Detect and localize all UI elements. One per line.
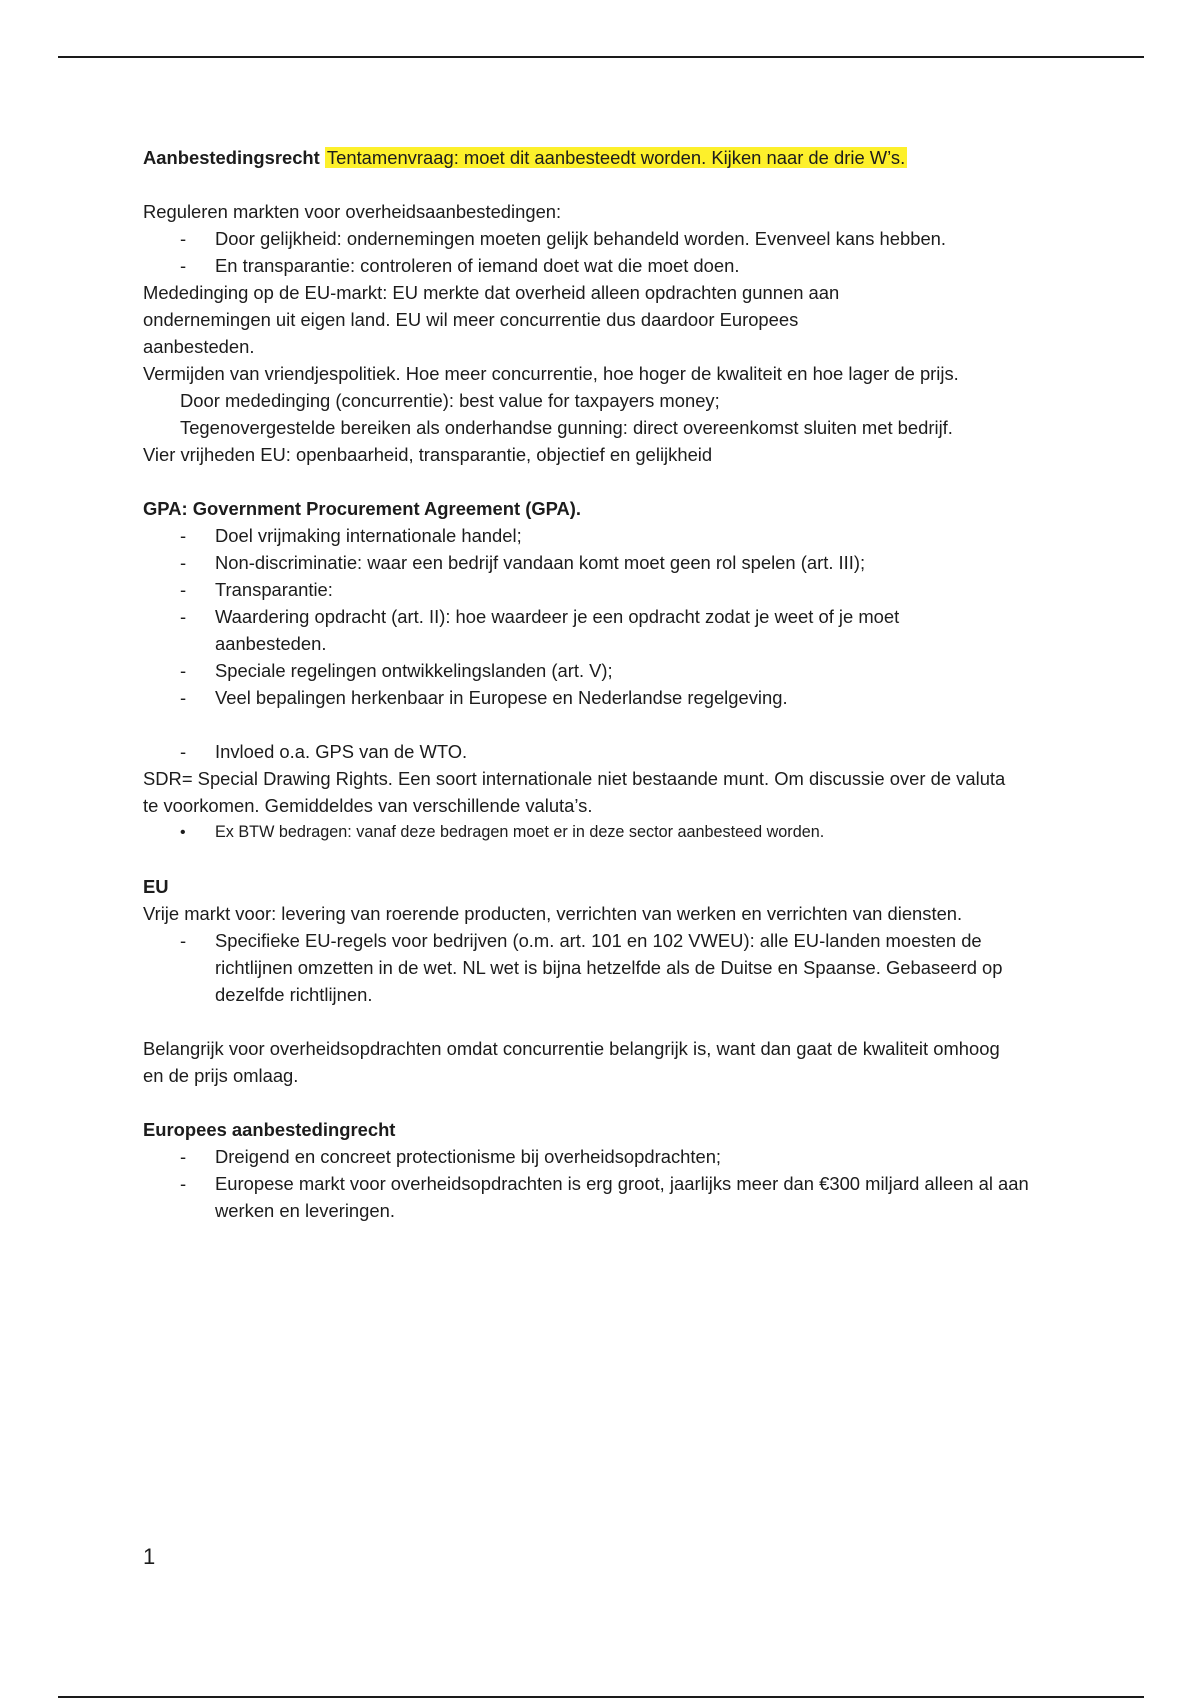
list-item: - Specifieke EU-regels voor bedrijven (o.m. art. 101 en 102 VWEU): alle EU-landen moesten de richtlijnen omzetten in de wet. NL wet is bijna hetzelfde als de Duitse en Spaanse. Gebaseerd op dezelfde richtlijnen. [143,927,1055,1008]
list-item: - Dreigend en concreet protectionisme bij overheidsopdrachten; [143,1143,1073,1170]
sdr-paragraph: SDR= Special Drawing Rights. Een soort internationale niet bestaande munt. Om discussie over de valuta te voorkomen. Gemiddeldes van verschillende valuta’s. [143,768,1006,816]
list-item: - Door gelijkheid: ondernemingen moeten gelijk behandeld worden. Evenveel kans hebben. [143,225,1073,252]
vrije-markt-line: Vrije markt voor: levering van roerende producten, verrichten van werken en verrichten van diensten. [143,903,963,924]
list-item: - Speciale regelingen ontwikkelingslanden (art. V); [143,657,1073,684]
regulation-intro: Reguleren markten voor overheidsaanbestedingen: [143,201,562,222]
list-item: - Invloed o.a. GPS van de WTO. [143,738,1073,765]
mededinging-paragraph: Mededinging op de EU-markt: EU merkte dat overheid alleen opdrachten gunnen aan ondernemingen uit eigen land. EU wil meer concurrentie dus daardoor Europees aanbesteden. [143,282,840,357]
list-item: - Non-discriminatie: waar een bedrijf vandaan komt moet geen rol spelen (art. III); [143,549,1073,576]
belangrijk-paragraph: Belangrijk voor overheidsopdrachten omdat concurrentie belangrijk is, want dan gaat de kwaliteit omhoog en de prijs omlaag. [143,1038,1000,1086]
list-item: - Europese markt voor overheidsopdrachten is erg groot, jaarlijks meer dan €300 miljard alleen al aan werken en leveringen. [143,1170,1065,1224]
section-heading-eu: EU [143,876,169,897]
indented-line: Tegenovergestelde bereiken als onderhandse gunning: direct overeenkomst sluiten met bedrijf. [180,417,953,438]
document-title: Aanbestedingsrecht [143,147,320,168]
vier-vrijheden-line: Vier vrijheden EU: openbaarheid, transparantie, objectief en gelijkheid [143,444,713,465]
header-rule [58,56,1144,58]
vermijden-paragraph: Vermijden van vriendjespolitiek. Hoe meer concurrentie, hoe hoger de kwaliteit en hoe lager de prijs. [143,363,959,384]
list-item: - Veel bepalingen herkenbaar in Europese en Nederlandse regelgeving. [143,684,1073,711]
page-number: 1 [143,1544,156,1569]
list-item: - En transparantie: controleren of iemand doet wat die moet doen. [143,252,1073,279]
section-heading-europees: Europees aanbestedingrecht [143,1119,396,1140]
exam-question-highlight: Tentamenvraag: moet dit aanbesteedt worden. Kijken naar de drie W’s. [326,147,906,168]
title-line [143,144,1073,171]
list-item: - Doel vrijmaking internationale handel; [143,522,1073,549]
bullet-item: • Ex BTW bedragen: vanaf deze bedragen moet er in deze sector aanbesteed worden. [143,819,1073,846]
section-heading-gpa: GPA: Government Procurement Agreement (GPA). [143,498,582,519]
indented-line: Door mededinging (concurrentie): best value for taxpayers money; [180,390,720,411]
list-item: - Waardering opdracht (art. II): hoe waardeer je een opdracht zodat je weet of je moet aanbesteden. [143,603,935,657]
footer-rule [58,1696,1144,1698]
list-item: - Transparantie: [143,576,1073,603]
document-body [143,144,1073,1224]
